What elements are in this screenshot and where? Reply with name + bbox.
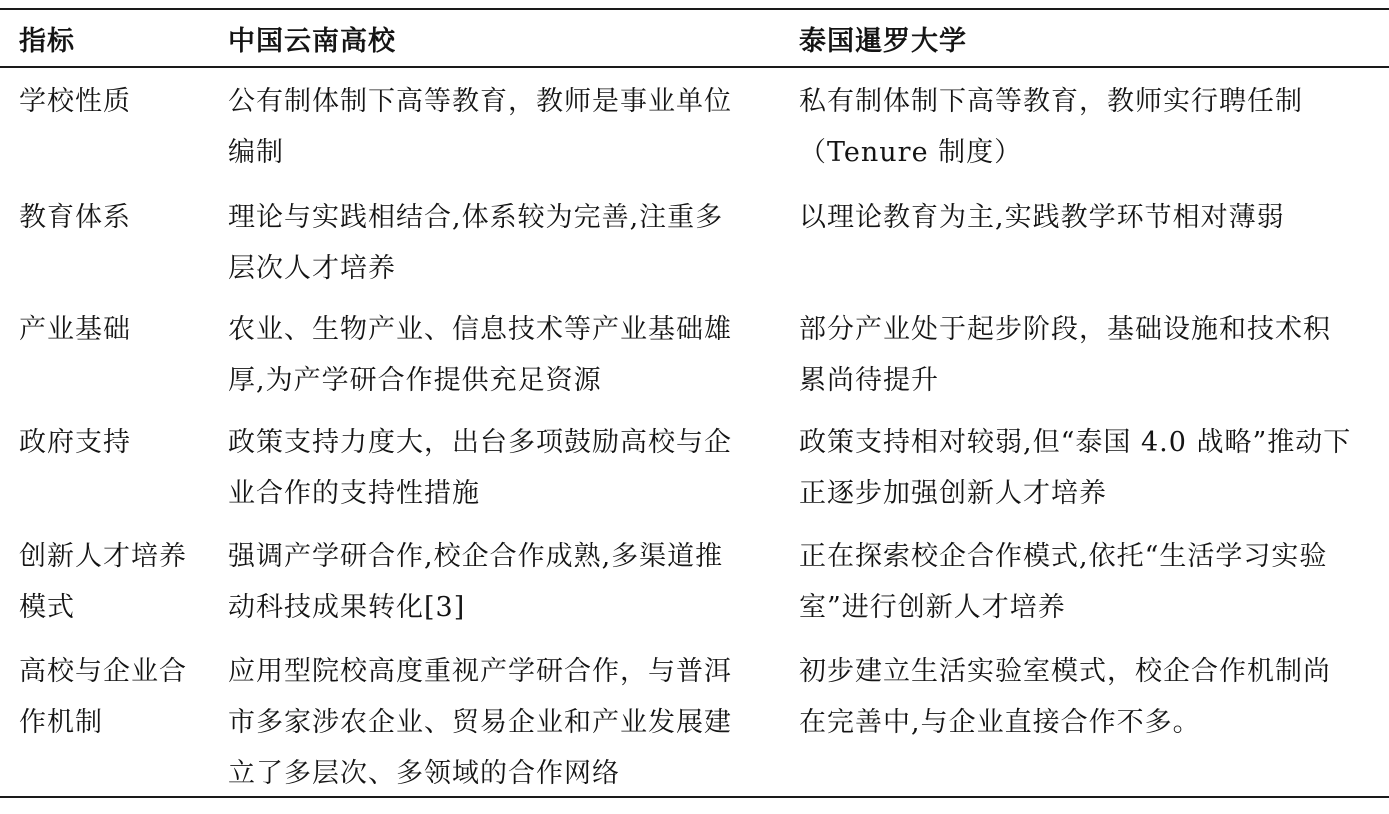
comparison-table bbox=[0, 8, 1389, 814]
table-row bbox=[0, 531, 1389, 646]
cell-siam: 初步建立生活实验室模式，校企合作机制尚 在完善中,与企业直接合作不多。 bbox=[799, 655, 1331, 738]
table-bottom-rule bbox=[0, 796, 1389, 798]
cell-siam: 部分产业处于起步阶段，基础设施和技术积 累尚待提升 bbox=[799, 313, 1331, 396]
table-header-row bbox=[0, 10, 1389, 66]
table-row bbox=[0, 417, 1389, 531]
cell-yunnan: 强调产学研合作,校企合作成熟,多渠道推 动科技成果转化[3] bbox=[228, 540, 724, 623]
cell-siam: 正在探索校企合作模式,依托“生活学习实验 室”进行创新人才培养 bbox=[799, 540, 1328, 623]
cell-indicator: 教育体系 bbox=[19, 201, 131, 233]
header-yunnan: 中国云南高校 bbox=[228, 25, 396, 57]
cell-yunnan: 农业、生物产业、信息技术等产业基础雄 厚,为产学研合作提供充足资源 bbox=[228, 313, 732, 396]
cell-siam: 政策支持相对较弱,但“泰国 4.0 战略”推动下 正逐步加强创新人才培养 bbox=[799, 426, 1352, 509]
cell-yunnan: 公有制体制下高等教育，教师是事业单位 编制 bbox=[228, 85, 732, 168]
cell-yunnan: 理论与实践相结合,体系较为完善,注重多 层次人才培养 bbox=[228, 201, 724, 284]
cell-indicator: 政府支持 bbox=[19, 426, 131, 458]
table-row bbox=[0, 304, 1389, 417]
table-row bbox=[0, 646, 1389, 814]
cell-indicator: 高校与企业合 作机制 bbox=[19, 655, 187, 738]
cell-indicator: 学校性质 bbox=[19, 85, 131, 117]
table-body bbox=[0, 68, 1389, 814]
table-row bbox=[0, 192, 1389, 304]
cell-yunnan: 政策支持力度大，出台多项鼓励高校与企 业合作的支持性措施 bbox=[228, 426, 732, 509]
table-row bbox=[0, 76, 1389, 192]
cell-siam: 私有制体制下高等教育，教师实行聘任制 （Tenure 制度） bbox=[799, 85, 1303, 168]
cell-indicator: 创新人才培养 模式 bbox=[19, 540, 187, 623]
header-siam: 泰国暹罗大学 bbox=[799, 25, 967, 57]
cell-siam: 以理论教育为主,实践教学环节相对薄弱 bbox=[799, 201, 1285, 233]
cell-yunnan: 应用型院校高度重视产学研合作，与普洱 市多家涉农企业、贸易企业和产业发展建 立了多层次、多领域的合作网络 bbox=[228, 655, 732, 789]
cell-indicator: 产业基础 bbox=[19, 313, 131, 345]
header-indicator: 指标 bbox=[19, 25, 75, 57]
